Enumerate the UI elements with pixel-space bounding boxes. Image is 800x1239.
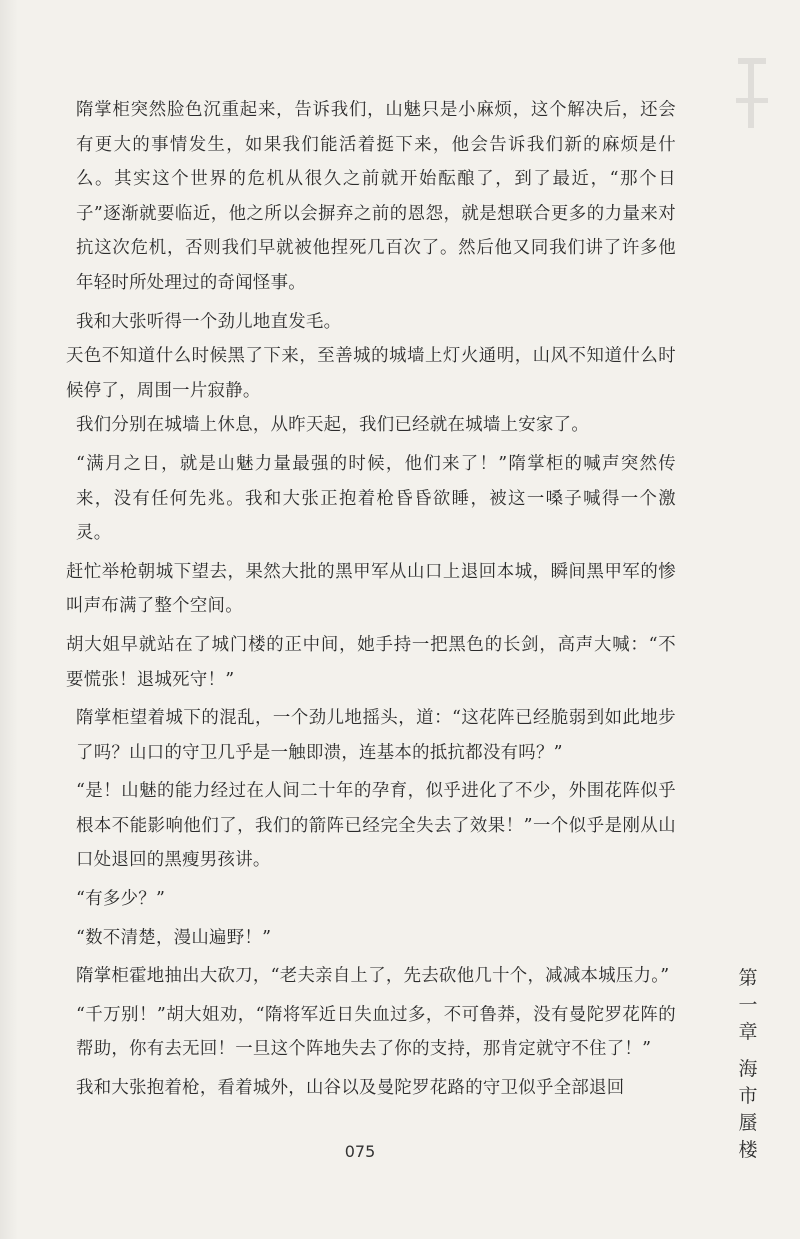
paragraph: 天色不知道什么时候黑了下来，至善城的城墙上灯火通明，山风不知道什么时候停了，周围一片寂静。 bbox=[66, 346, 676, 401]
paragraph: 隋掌柜突然脸色沉重起来，告诉我们，山魅只是小麻烦，这个解决后，还会有更大的事情发生，如果我们能活着挺下来，他会告诉我们新的麻烦是什么。其实这个世界的危机从很久之前就开始酝酿了，到了最近，“那个日子”逐渐就要临近，他之所以会摒弃之前的恩怨，就是想联合更多的力量来对抗这次危机，否则我们早就被他捏死几百次了。然后他又同我们讲了许多他年轻时所处理过的奇闻怪事。 bbox=[76, 100, 676, 293]
paragraph: “数不清楚，漫山遍野！” bbox=[76, 927, 272, 948]
paragraph: “有多少？” bbox=[76, 889, 166, 910]
paragraph: 我们分别在城墙上休息，从昨天起，我们已经就在城墙上安家了。 bbox=[76, 415, 590, 436]
chapter-title-char: 楼 bbox=[738, 1139, 758, 1161]
chapter-title-char: 市 bbox=[738, 1085, 758, 1107]
chapter-label-char: 第 bbox=[738, 967, 758, 989]
paragraph: 胡大姐早就站在了城门楼的正中间，她手持一把黑色的长剑，高声大喊：“不要慌张！退城死守！” bbox=[66, 634, 676, 690]
title-spacer bbox=[728, 1046, 768, 1056]
bleed-through-mark bbox=[728, 48, 778, 143]
paragraph: “是！山魅的能力经过在人间二十年的孕育，似乎进化了不少，外围花阵似乎根本不能影响他们了，我们的箭阵已经完全失去了效果！”一个似乎是刚从山口处退回的黑瘦男孩讲。 bbox=[76, 781, 676, 871]
paragraph: “千万别！”胡大姐劝，“隋将军近日失血过多，不可鲁莽，没有曼陀罗花阵的帮助，你有去无回！一旦这个阵地失去了你的支持，那肯定就守不住了！” bbox=[76, 1004, 676, 1060]
paragraph: 我和大张听得一个劲儿地直发毛。 bbox=[76, 311, 342, 332]
paragraph: 隋掌柜望着城下的混乱，一个劲儿地摇头，道：“这花阵已经脆弱到如此地步了吗？山口的守卫几乎是一触即溃，连基本的抵抗都没有吗？” bbox=[76, 708, 676, 763]
chapter-label-char: 章 bbox=[738, 1021, 758, 1043]
paragraph: 隋掌柜霍地抽出大砍刀，“老夫亲自上了，先去砍他几十个，减减本城压力。” bbox=[76, 966, 670, 987]
paragraph: “满月之日，就是山魅力量最强的时候，他们来了！”隋掌柜的喊声突然传来，没有任何先兆。我和大张正抱着枪昏昏欲睡，被这一嗓子喊得一个激灵。 bbox=[76, 453, 676, 544]
paragraph: 赶忙举枪朝城下望去，果然大批的黑甲军从山口上退回本城，瞬间黑甲军的惨叫声布满了整个空间。 bbox=[66, 561, 676, 617]
page-number: 075 bbox=[344, 1142, 376, 1161]
chapter-title-char: 蜃 bbox=[738, 1112, 758, 1134]
chapter-title-char: 海 bbox=[738, 1058, 758, 1080]
chapter-side-title bbox=[728, 965, 768, 1164]
chapter-label-char: 一 bbox=[738, 994, 758, 1016]
body-text bbox=[66, 93, 676, 1106]
paragraph: 我和大张抱着枪，看着城外，山谷以及曼陀罗花路的守卫似乎全部退回 bbox=[76, 1078, 625, 1099]
